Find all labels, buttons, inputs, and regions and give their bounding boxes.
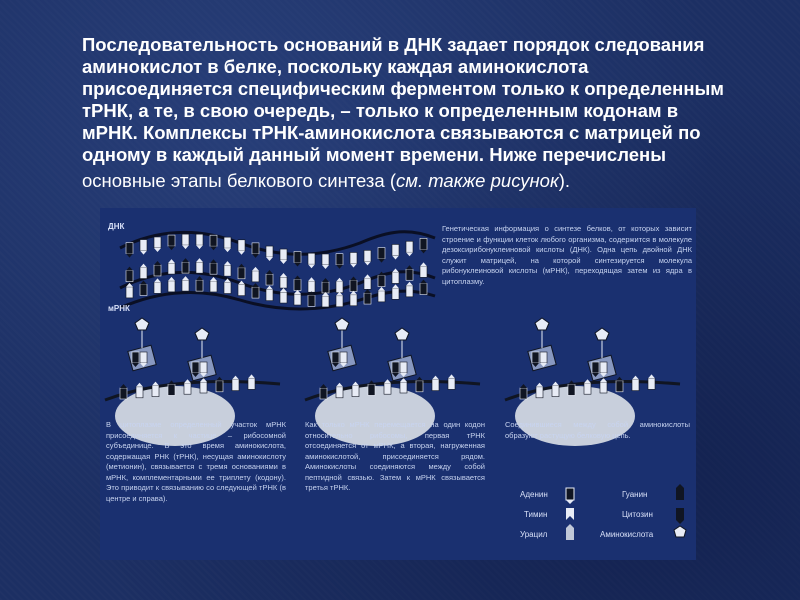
step3-description: Соединившиеся между собой аминокислоты образуют растущую белковую цепь. <box>505 420 690 440</box>
protein-synthesis-figure <box>100 208 696 560</box>
paragraph-last-suffix: ). <box>558 170 570 191</box>
paragraph-last-prefix: основные этапы белкового синтеза ( <box>82 170 397 191</box>
step2-description: Как только мРНК перемещается на один кодон относительно рибосомы, первая тРНК отсоединяется от мРНК, а вторая, нагруженная аминокислотой, присоединяется рядом. Аминокислоты соединяются между собой пептидной связью. Затем к мРНК связывается третья тРНК. <box>305 420 485 492</box>
figure-reference: см. также рисунок <box>396 170 559 191</box>
paragraph-line: присоединяется специфическим ферментом только к определенным <box>82 78 724 99</box>
paragraph-line: мРНК. Комплексы тРНК-аминокислота связываются с матрицей по <box>82 122 701 143</box>
paragraph-line: аминокислот в белке, поскольку каждая аминокислота <box>82 56 589 77</box>
step1-description: В цитоплазме определенный участок мРНК присоединяется к частице – рибосомной субъединице. В это время аминокислота, содержащая РНК (тРНК), несущая аминокислоту (метионин), связывается с тремя основаниями в мРНК, комплементарными ее триплету (кодону). Это приводит к связыванию со следующей тРНК (в центре и справа). <box>106 420 286 503</box>
paragraph-line: одному в каждый данный момент времени. Ниже перечислены <box>82 144 666 165</box>
legend-label: Урацил <box>520 530 548 539</box>
legend-icons <box>100 208 696 560</box>
legend-label: Тимин <box>524 510 548 519</box>
paragraph-line: Последовательность оснований в ДНК задает порядок следования <box>82 34 705 55</box>
cytosine-base-icon <box>676 508 684 524</box>
uracil-base-icon <box>566 524 574 540</box>
paragraph-line: тРНК, а те, в свою очередь, – только к определенным кодонам в <box>82 100 679 121</box>
thymine-base-icon <box>566 508 574 520</box>
legend-label: Аминокислота <box>600 530 654 539</box>
main-paragraph <box>82 34 762 192</box>
top-description: Генетическая информация о синтезе белков, от которых зависит строение и функции клеток любого организма, содержится в молекуле дезоксирибонуклеиновой кислоты (ДНК). Одна цепь двойной ДНК служит матрицей, на которой синтезируется молекула рибонуклеиновой кислоты (мРНК), переходящая затем из ядра в цитоплазму. <box>442 224 692 286</box>
adenine-base-icon <box>566 488 574 504</box>
guanine-base-icon <box>676 484 684 500</box>
legend-label: Аденин <box>520 490 548 499</box>
dna-label: ДНК <box>108 222 125 231</box>
legend-label: Гуанин <box>622 490 648 499</box>
mrna-label: мРНК <box>108 304 130 313</box>
legend-label: Цитозин <box>622 510 653 519</box>
amino-acid-icon <box>674 526 686 537</box>
paragraph-last-line <box>82 170 762 192</box>
